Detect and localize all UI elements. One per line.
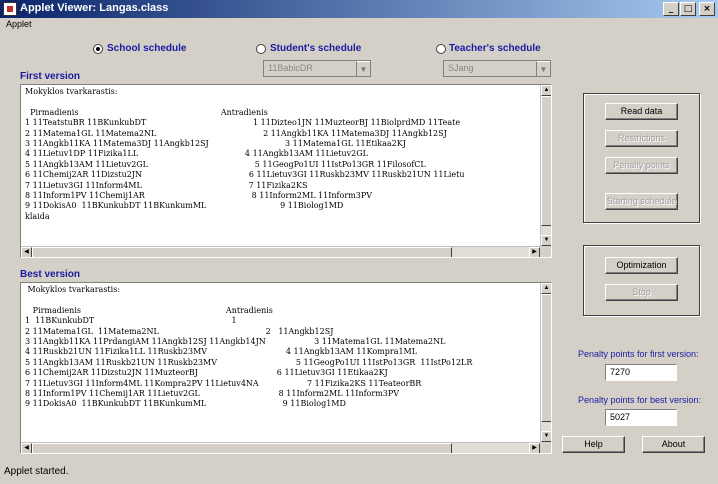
scroll-right-icon[interactable]: ▶ xyxy=(529,247,540,258)
hscroll-thumb[interactable] xyxy=(32,443,452,454)
scroll-down-icon[interactable]: ▼ xyxy=(541,431,552,442)
best-version-vscrollbar[interactable] xyxy=(540,283,551,442)
school-schedule-radio[interactable] xyxy=(93,44,103,54)
first-version-hscrollbar[interactable] xyxy=(21,246,540,257)
vscroll-thumb[interactable] xyxy=(541,294,552,422)
minimize-button[interactable]: _ xyxy=(663,2,679,16)
student-schedule-label[interactable]: Student's schedule xyxy=(270,43,362,54)
student-select-value: 11BabicDR xyxy=(268,63,313,73)
best-version-textarea[interactable] xyxy=(20,282,552,454)
first-version-vscrollbar[interactable] xyxy=(540,85,551,246)
read-data-button[interactable]: Read data xyxy=(605,103,678,120)
scroll-corner xyxy=(540,246,551,257)
vscroll-thumb[interactable] xyxy=(541,96,552,226)
first-penalty-value: 7270 xyxy=(610,367,631,377)
first-version-text: Mokyklos tvarkarastis: Pirmadienis Antradienis 1 11TeatstuBR 11BKunkubDT 1 11Dizteo1JN 11MuzteorBJ 11BiolprdMD 11Teate 2 11Matema1GL 11Matema2NL 2 11Angkb11KA 11Matema3DJ 11Angkb12SJ 3 11Angkb11KA 11Matema3DJ 11Angkb12SJ 3 11Matema1GL 11Etikaa2KJ 4 11Lietuv1DP 11Fizika1LL 4 11Angkb13AM 11Lietuv2GL 5 11Angkb13AM 11Lietuv2GL 5 11GeogPo1UI 11IstPo13GR 11FilosofCL 6 11Chemij2AR 11Dizstu2JN 6 11Lietuv3GI 11Ruskb23MV 11Ruskb21UN 11Lietu 7 11Lietuv3GI 11Inform4ML 7 11Fizika2KS 8 11Inform1PV 11Chemij1AR 8 11Inform2ML 11Inform3PV 9 11DokisA0 11BKunkubDT 11BKunkumML 9 11Biolog1MD klaida xyxy=(25,87,465,221)
menu-bar xyxy=(0,18,718,32)
scroll-corner xyxy=(540,442,551,453)
starting-schedule-button[interactable]: Starting schedule xyxy=(605,193,678,210)
title-bar xyxy=(0,0,718,18)
stop-button[interactable]: Stop xyxy=(605,284,678,301)
penalty-points-button[interactable]: Penalty points xyxy=(605,157,678,174)
teacher-schedule-radio[interactable] xyxy=(436,44,446,54)
scroll-left-icon[interactable]: ◀ xyxy=(21,443,32,454)
school-schedule-label[interactable]: School schedule xyxy=(107,43,187,54)
first-version-title: First version xyxy=(20,71,81,82)
best-version-text: Mokyklos tvarkarastis: Pirmadienis Antradienis 1 11BKunkubDT 1 2 11Matema1GL 11Matema2NL 2 11Angkb12SJ 3 11Angkb11KA 11PrdangiAM 11Angkb12SJ 11Angkb14JN 3 11Matema1GL 11Matema2NL 4 11Ruskb21UN 11Fizika1LL 11Ruskb23MV 4 11Angkb13AM 11Kompra1ML 5 11Angkb13AM 11Ruskb21UN 11Ruskb23MV 5 11GeogPo1UI 11IstPo13GR 11IstPo12LR 6 11Chemij2AR 11Dizstu2JN 11MuzteorBJ 6 11Lietuv3GI 11Etikaa2KJ 7 11Lietuv3GI 11Inform4ML 11Kompra2PV 11Lietuv4NA 7 11Fizika2KS 11TeateorBR 8 11Inform1PV 11Chemij1AR 11Lietuv2GL 8 11Inform2ML 11Inform3PV 9 11DokisA0 11BKunkubDT 11BKunkumML 9 11Biolog1MD xyxy=(25,285,473,409)
first-penalty-field[interactable] xyxy=(605,364,677,381)
scroll-down-icon[interactable]: ▼ xyxy=(541,235,552,246)
close-button[interactable]: × xyxy=(699,2,715,16)
scroll-up-icon[interactable]: ▲ xyxy=(541,85,552,96)
scroll-right-icon[interactable]: ▶ xyxy=(529,443,540,454)
window-title: Applet Viewer: Langas.class xyxy=(20,2,169,14)
scroll-up-icon[interactable]: ▲ xyxy=(541,283,552,294)
optimization-group xyxy=(583,245,700,316)
menu-applet[interactable]: Applet xyxy=(6,19,32,29)
about-button[interactable]: About xyxy=(642,436,705,453)
student-schedule-radio[interactable] xyxy=(256,44,266,54)
hscroll-thumb[interactable] xyxy=(32,247,452,258)
maximize-button[interactable]: □ xyxy=(680,2,696,16)
optimization-button[interactable]: Optimization xyxy=(605,257,678,274)
best-version-hscrollbar[interactable] xyxy=(21,442,540,453)
teacher-schedule-label[interactable]: Teacher's schedule xyxy=(449,43,541,54)
help-button[interactable]: Help xyxy=(562,436,625,453)
first-version-textarea[interactable] xyxy=(20,84,552,258)
student-select[interactable] xyxy=(263,60,371,77)
restrictions-button[interactable]: Restrictions xyxy=(605,130,678,147)
best-version-title: Best version xyxy=(20,269,81,280)
app-icon xyxy=(3,2,17,16)
chevron-down-icon[interactable]: ▼ xyxy=(356,61,370,76)
scroll-left-icon[interactable]: ◀ xyxy=(21,247,32,258)
first-penalty-label: Penalty points for first version: xyxy=(578,349,699,359)
best-penalty-value: 5027 xyxy=(610,412,631,422)
best-penalty-field[interactable] xyxy=(605,409,677,426)
status-text: Applet started. xyxy=(4,466,69,477)
teacher-select-value: SJang xyxy=(448,63,474,73)
best-penalty-label: Penalty points for best version: xyxy=(578,395,702,405)
chevron-down-icon[interactable]: ▼ xyxy=(536,61,550,76)
teacher-select[interactable] xyxy=(443,60,551,77)
